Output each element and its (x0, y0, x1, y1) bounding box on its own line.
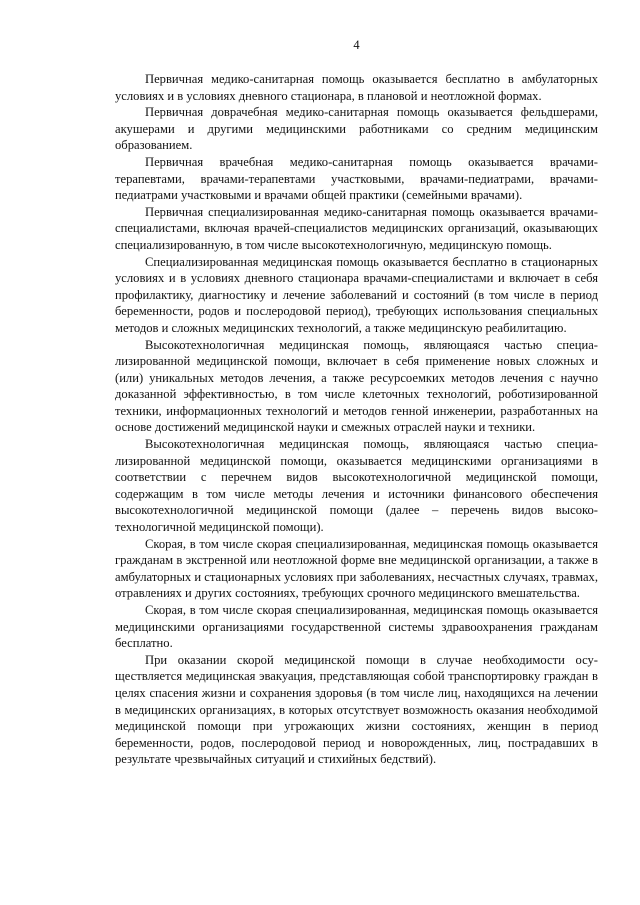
paragraph-emergency-care-free: Скорая, в том числе скорая специализированная, медицинская помощь оказывается медицинскими организациями государственной системы здравоохранения гражданам бесплатно. (115, 603, 598, 651)
paragraph-physician-care: Первичная врачебная медико-санитарная помощь оказывается врачами-терапевтами, врачами-терапевтами участковыми, врачами-педиатрами, врачами-педиатрами участковыми и врачами общей практики (семейными врачами). (115, 154, 598, 203)
paragraph-specialized-care: Специализированная медицинская помощь оказывается бесплатно в стационарных условиях и в условиях дневного стационара врачами-специалистами и включает в себя профилактику, диагностику и лечение заболеваний и состояний (в том числе в период беременности, родов и послеродовой период), требующих использования специальных методов и сложных медицинских технологий, а также медицинскую реабилитацию. (115, 254, 598, 335)
paragraph-high-tech-care-provision: Высокотехнологичная медицинская помощь, являющаяся частью специализированной медицинской помощи, оказывается медицинскими организациями в соответствии с перечнем видов высокотехнологичной медицинской помощи, содержащим в том числе методы лечения и источники финансового обеспечения высокотехнологичной медицинской помощи (далее – перечень видов высокотехнологичной медицинской помощи). (115, 437, 598, 535)
paragraph-medical-evacuation: При оказании скорой медицинской помощи в случае необходимости осуществляется медицинская эвакуация, представляющая собой транспортировку граждан в целях спасения жизни и сохранения здоровья (в том числе лиц, находящихся на лечении в медицинских организациях, в которых отсутствует возможность оказания необходимой медицинской помощи при угрожающих жизни состояниях, женщин в период беременности, родов, послеродовой период и новорожденных, лиц, пострадавших в результате чрезвычайных ситуаций и стихийных бедствий). (115, 652, 598, 767)
paragraph-pre-medical-care: Первичная доврачебная медико-санитарная помощь оказывается фельдшерами, акушерами и другими медицинскими работниками со средним медицинским образованием. (115, 105, 598, 153)
paragraph-primary-care: Первичная медико-санитарная помощь оказывается бесплатно в амбулаторных условиях и в условиях дневного стационара, в плановой и неотложной формах. (115, 72, 598, 103)
paragraph-emergency-care: Скорая, в том числе скорая специализированная, медицинская помощь оказывается гражданам в экстренной или неотложной форме вне медицинской организации, а также в амбулаторных и стационарных условиях при заболеваниях, несчастных случаях, травмах, отравлениях и других состояниях, требующих срочного медицинского вмешательства. (115, 536, 598, 601)
paragraph-high-tech-care-definition: Высокотехнологичная медицинская помощь, являющаяся частью специализированной медицинской помощи, включает в себя применение новых сложных и (или) уникальных методов лечения, а также ресурсоемких методов лечения с научно доказанной эффективностью, в том числе клеточных технологий, роботизированной техники, информационных технологий и методов генной инженерии, разработанных на основе достижений медицинской науки и смежных отраслей науки и техники. (115, 337, 598, 435)
paragraph-specialized-primary-care: Первичная специализированная медико-санитарная помощь оказывается врачами-специалистами, включая врачей-специалистов медицинских организаций, оказывающих специализированную, в том числе высокотехнологичную, медицинскую помощь. (115, 204, 598, 252)
page-number: 4 (353, 38, 360, 52)
